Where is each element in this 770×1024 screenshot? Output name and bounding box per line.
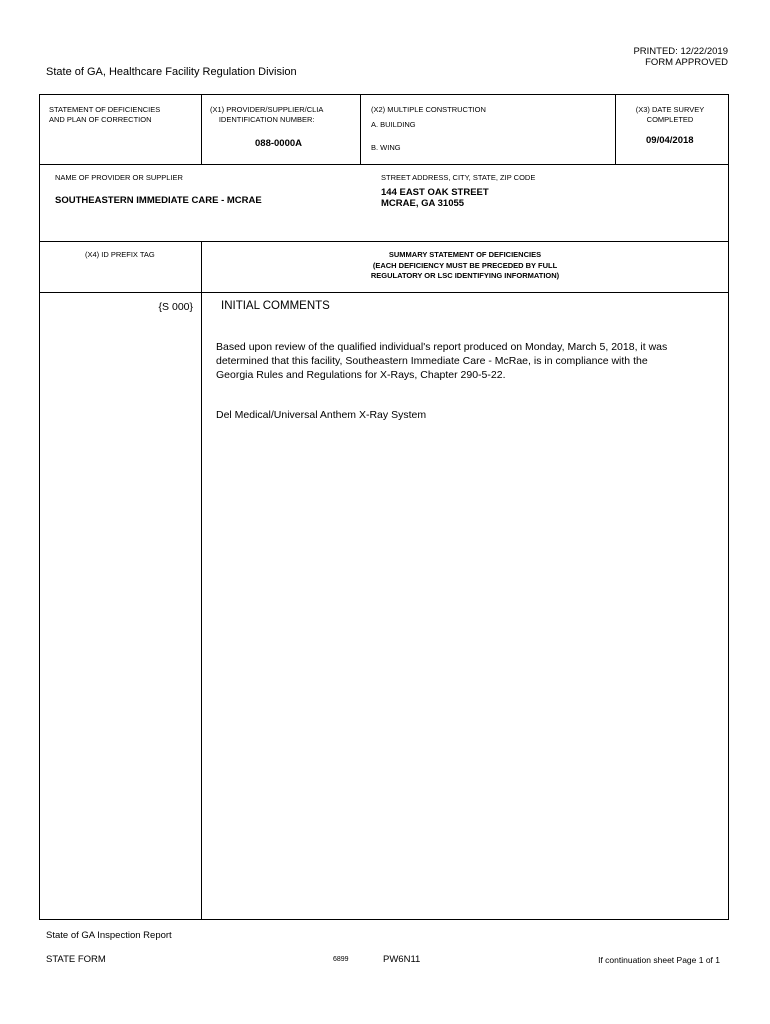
comment-paragraph: Based upon review of the qualified individual's report produced on Monday, March 5, 2018, it was determined that this facility, Southeastern Immediate Care - McRae, is in compliance with the Georgia Rules and Regulations for X-Rays, Chapter 290-5-22. — [216, 341, 668, 381]
divider — [615, 95, 616, 164]
divider — [201, 95, 202, 164]
deficiency-tag: {S 000} — [158, 301, 193, 313]
divider — [40, 292, 728, 293]
x2-label: (X2) MULTIPLE CONSTRUCTION — [371, 105, 486, 114]
address-label: STREET ADDRESS, CITY, STATE, ZIP CODE — [381, 173, 536, 182]
wing-label: B. WING — [371, 143, 401, 152]
x1-label: (X1) PROVIDER/SUPPLIER/CLIA IDENTIFICATION NUMBER: — [210, 105, 324, 124]
id-prefix-label: (X4) ID PREFIX TAG — [85, 250, 155, 259]
divider — [40, 164, 728, 165]
provider-id: 088-0000A — [255, 138, 303, 149]
division-title: State of GA, Healthcare Facility Regulation Division — [46, 66, 297, 78]
provider-name-label: NAME OF PROVIDER OR SUPPLIER — [55, 173, 183, 182]
printed-date: PRINTED: 12/22/2019 — [633, 46, 728, 57]
divider — [40, 241, 728, 242]
survey-date: 09/04/2018 — [646, 135, 694, 146]
printed-header — [633, 46, 728, 68]
street-address: 144 EAST OAK STREET MCRAE, GA 31055 — [381, 187, 489, 209]
statement-label: STATEMENT OF DEFICIENCIES AND PLAN OF CORRECTION — [49, 105, 161, 124]
form-box — [39, 94, 729, 920]
event-id: PW6N11 — [383, 954, 421, 965]
continuation-note: If continuation sheet Page 1 of 1 — [598, 955, 720, 965]
x3-label: (X3) DATE SURVEY COMPLETED — [635, 105, 705, 124]
summary-header: SUMMARY STATEMENT OF DEFICIENCIES (EACH DEFICIENCY MUST BE PRECEDED BY FULL REGULATORY OR LSC IDENTIFYING INFORMATION) — [370, 250, 560, 280]
provider-name: SOUTHEASTERN IMMEDIATE CARE - MCRAE — [55, 195, 262, 206]
state-form-label: STATE FORM — [46, 954, 106, 965]
building-label: A. BUILDING — [371, 120, 416, 129]
form-code: 6899 — [333, 956, 349, 963]
report-title: State of GA Inspection Report — [46, 930, 172, 941]
divider — [201, 241, 202, 919]
comment-title: INITIAL COMMENTS — [221, 300, 330, 312]
form-approved: FORM APPROVED — [645, 57, 728, 68]
divider — [360, 95, 361, 164]
equipment-line: Del Medical/Universal Anthem X-Ray System — [216, 409, 427, 421]
